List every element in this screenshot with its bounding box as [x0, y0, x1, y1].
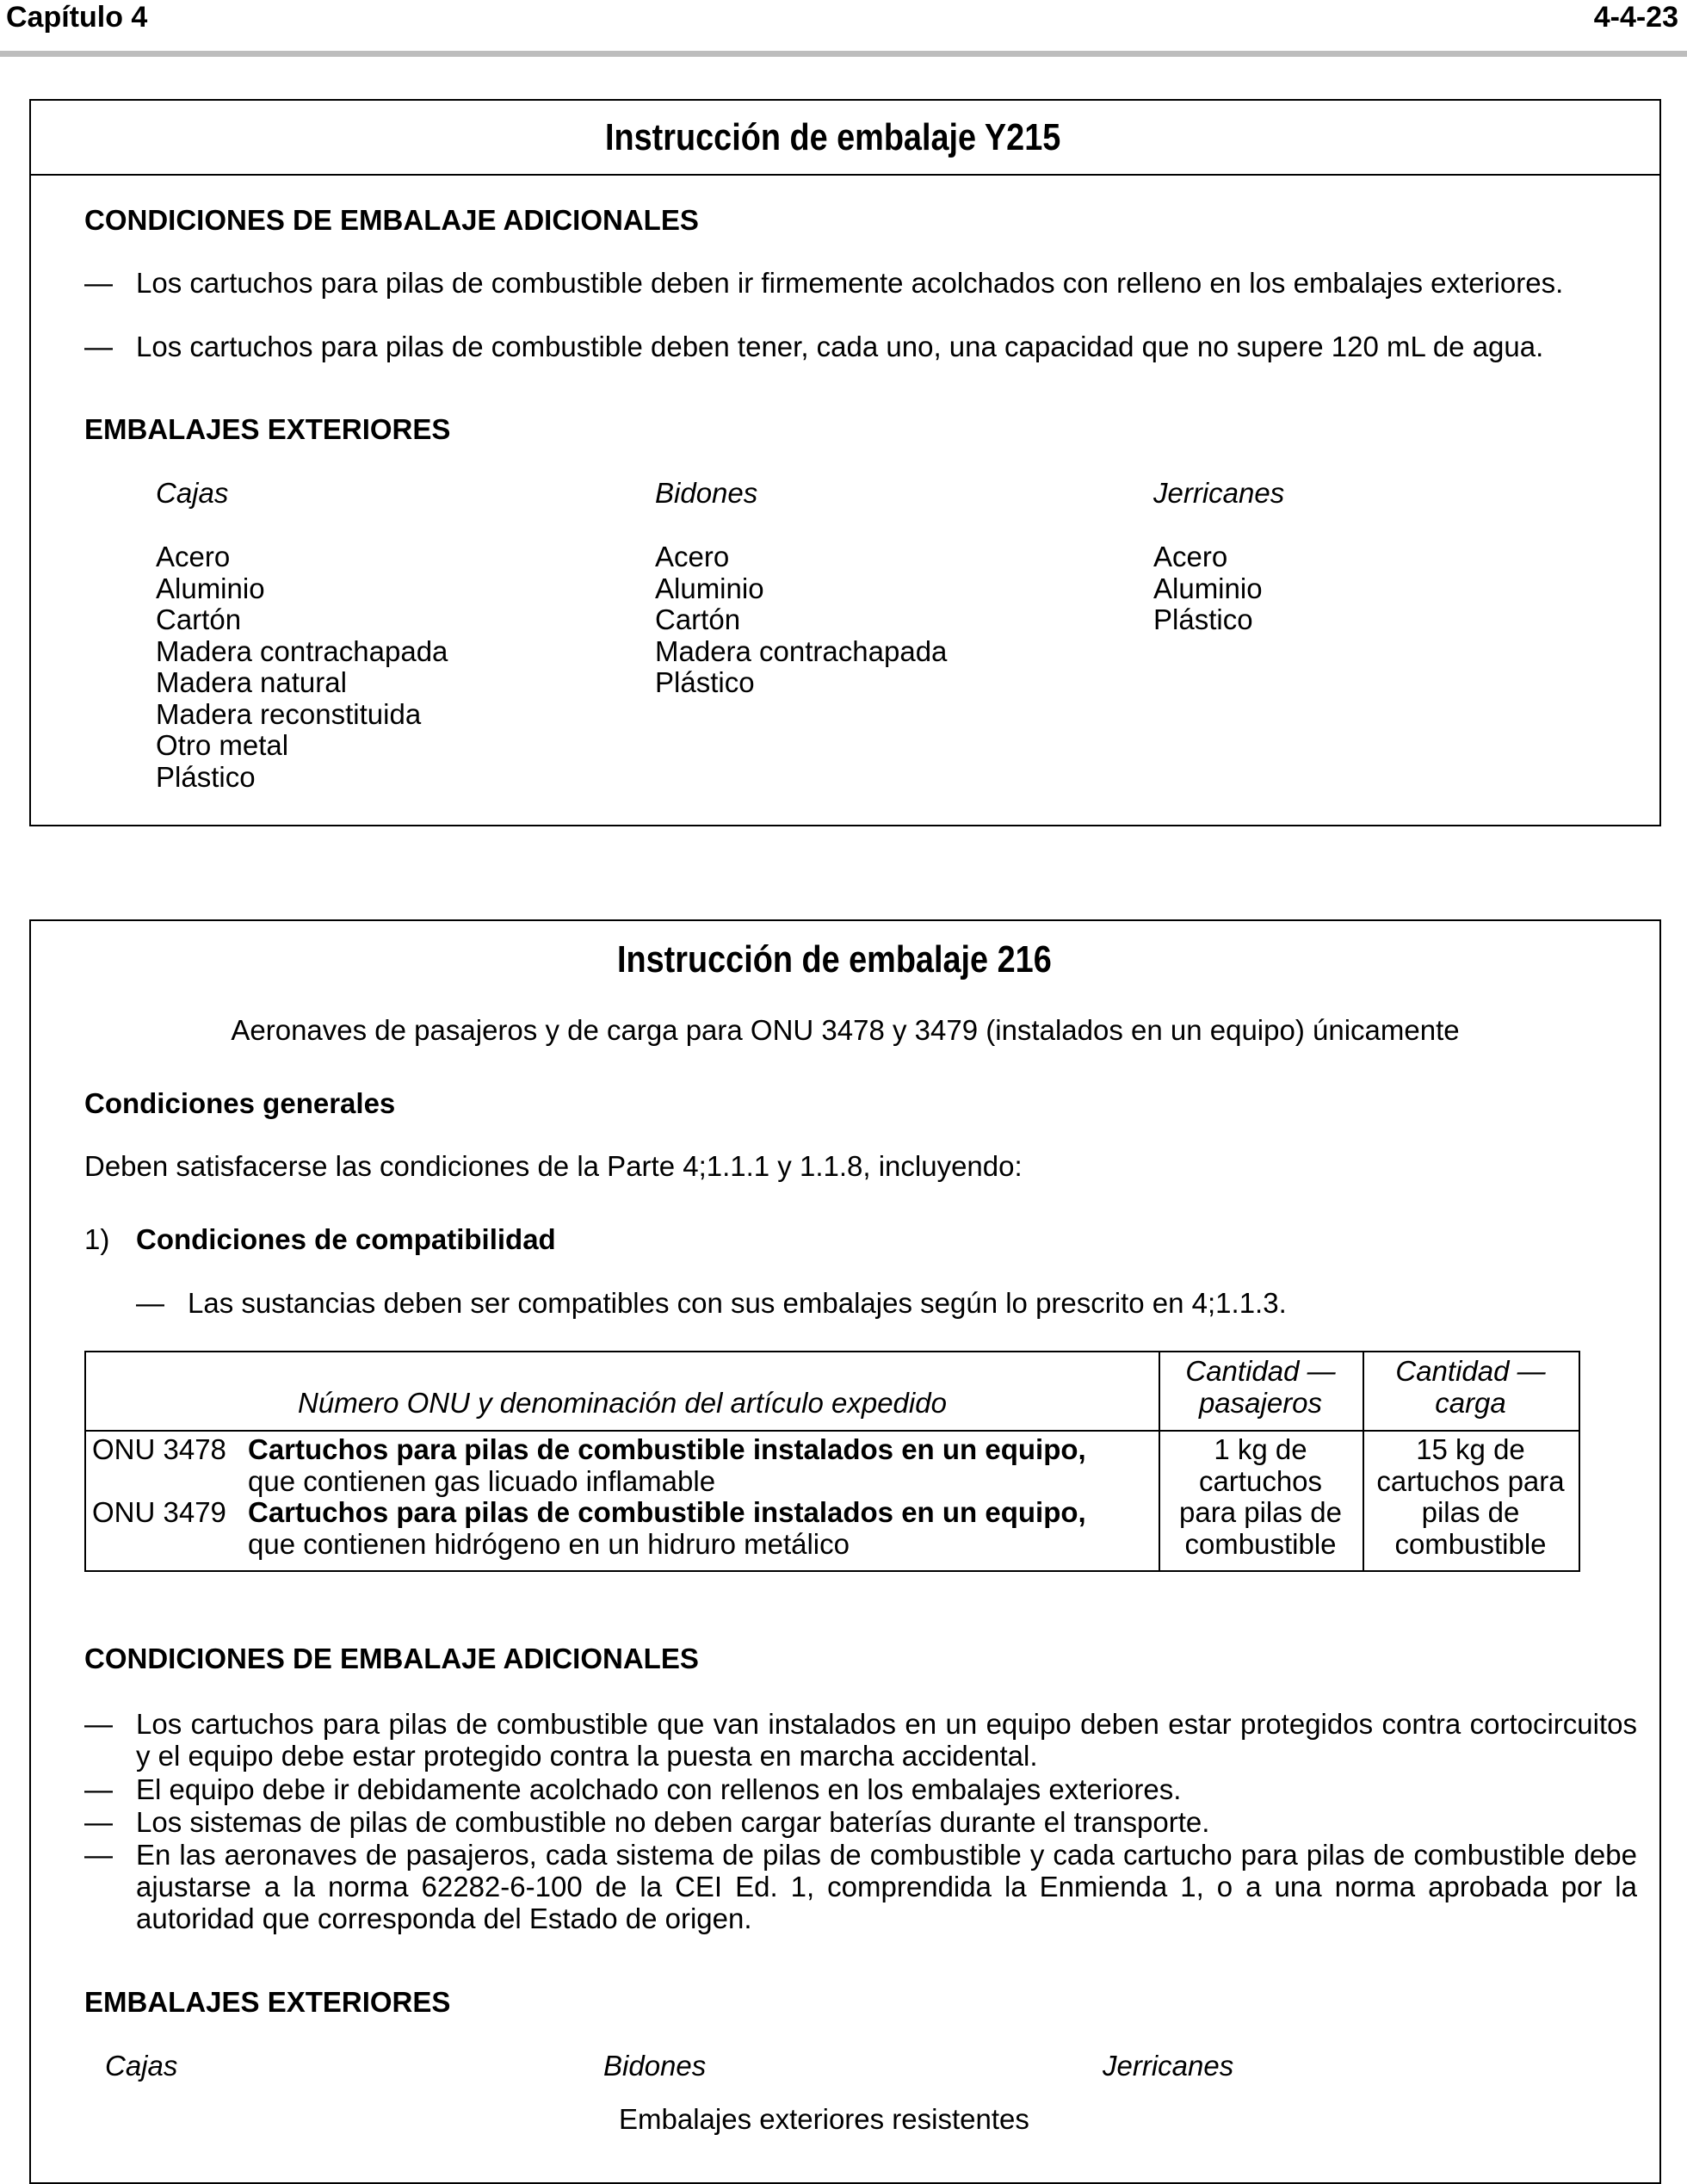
outer-packagings-heading: EMBALAJES EXTERIORES [84, 1986, 451, 2018]
header-divider [86, 1430, 1579, 1432]
cargo-quantity: 15 kg de [1416, 1433, 1525, 1465]
list-item: Cartón [156, 603, 242, 635]
list-item: Aluminio [655, 572, 764, 604]
column-header-passenger: pasajeros [1198, 1387, 1323, 1419]
article-description: que contienen hidrógeno en un hidruro metálico [248, 1528, 850, 1560]
title-bar [31, 101, 1659, 176]
column-header-drums: Bidones [603, 2050, 707, 2082]
column-header-jerricans: Jerricanes [1153, 477, 1285, 509]
list-item: Aluminio [156, 572, 265, 604]
section-title: Instrucción de embalaje Y215 [605, 116, 1061, 158]
column-header-boxes: Cajas [105, 2050, 178, 2082]
list-item: Plástico [156, 761, 256, 793]
column-header-drums: Bidones [655, 477, 758, 509]
section-title: Instrucción de embalaje 216 [617, 938, 1052, 981]
condition-bullet: Los cartuchos para pilas de combustible deben ir firmemente acolchados con relleno en los embalajes exteriores. [136, 267, 1564, 299]
passenger-quantity: 1 kg de [1214, 1433, 1307, 1465]
list-item: Acero [156, 541, 231, 572]
page-number: 4-4-23 [1593, 1, 1678, 34]
un-number: ONU 3479 [92, 1496, 226, 1528]
additional-conditions-heading: CONDICIONES DE EMBALAJE ADICIONALES [84, 204, 699, 236]
bullet-dash: — [84, 1806, 113, 1838]
column-header-jerricans: Jerricanes [1103, 2050, 1234, 2082]
article-name: Cartuchos para pilas de combustible instalados en un equipo, [248, 1496, 1086, 1528]
cargo-quantity: cartuchos para [1376, 1465, 1565, 1497]
list-item: Aluminio [1153, 572, 1263, 604]
column-header-boxes: Cajas [156, 477, 229, 509]
bullet-dash: — [84, 267, 113, 299]
list-item: Cartón [655, 603, 741, 635]
list-item: Plástico [655, 666, 755, 698]
list-item: Madera contrachapada [655, 635, 948, 667]
list-item: Madera reconstituida [156, 698, 422, 730]
item-number: 1) [84, 1223, 110, 1255]
bullet-dash: — [136, 1287, 164, 1319]
list-item: Acero [1153, 541, 1228, 572]
condition-bullet: El equipo debe ir debidamente acolchado con rellenos en los embalajes exteriores. [136, 1773, 1182, 1805]
outer-packagings-heading: EMBALAJES EXTERIORES [84, 413, 451, 445]
passenger-quantity: para pilas de [1179, 1496, 1342, 1528]
general-conditions-text: Deben satisfacerse las condiciones de la Parte 4;1.1.1 y 1.1.8, incluyendo: [84, 1150, 1023, 1182]
outer-packaging-note: Embalajes exteriores resistentes [619, 2103, 1029, 2135]
bullet-dash: — [84, 331, 113, 362]
list-item: Madera natural [156, 666, 347, 698]
quantity-table [84, 1351, 1580, 1572]
compatibility-heading: Condiciones de compatibilidad [136, 1223, 556, 1255]
passenger-quantity: combustible [1184, 1528, 1337, 1560]
bullet-dash: — [84, 1708, 113, 1740]
compatibility-bullet: Las sustancias deben ser compatibles con sus embalajes según lo prescrito en 4;1.1.3. [188, 1287, 1287, 1319]
column-header-passenger: Cantidad — [1185, 1355, 1336, 1387]
un-number: ONU 3478 [92, 1433, 226, 1465]
passenger-quantity: cartuchos [1198, 1465, 1323, 1497]
condition-bullet: Los cartuchos para pilas de combustible deben tener, cada uno, una capacidad que no supere 120 mL de agua. [136, 331, 1544, 362]
list-item: Madera contrachapada [156, 635, 448, 667]
packing-instruction-216 [29, 919, 1661, 2184]
column-header-article: Número ONU y denominación del artículo expedido [298, 1387, 947, 1419]
additional-conditions-heading: CONDICIONES DE EMBALAJE ADICIONALES [84, 1643, 699, 1674]
condition-bullet: En las aeronaves de pasajeros, cada sistema de pilas de combustible y cada cartucho para pilas de combustible debe ajustarse a la norma 62282-6-100 de la CEI Ed. 1, comprendida la Enmienda 1, o a una norma aprobada por la autoridad que corresponda del Estado de origen. [136, 1839, 1637, 1934]
column-header-cargo: carga [1435, 1387, 1506, 1419]
section-subtitle: Aeronaves de pasajeros y de carga para ONU 3478 y 3479 (instalados en un equipo) únicamente [231, 1014, 1460, 1046]
list-item: Acero [655, 541, 730, 572]
general-conditions-heading: Condiciones generales [84, 1087, 396, 1119]
list-item: Otro metal [156, 729, 289, 761]
chapter-label: Capítulo 4 [6, 1, 148, 34]
bullet-dash: — [84, 1773, 113, 1805]
article-name: Cartuchos para pilas de combustible instalados en un equipo, [248, 1433, 1086, 1465]
condition-bullet: Los cartuchos para pilas de combustible que van instalados en un equipo deben estar protegidos contra cortocircuitos y el equipo debe estar protegido contra la puesta en marcha accidental. [136, 1708, 1637, 1772]
condition-bullet: Los sistemas de pilas de combustible no deben cargar baterías durante el transporte. [136, 1806, 1210, 1838]
cargo-quantity: pilas de [1421, 1496, 1520, 1528]
list-item: Plástico [1153, 603, 1253, 635]
bullet-dash: — [84, 1839, 113, 1871]
column-header-cargo: Cantidad — [1395, 1355, 1546, 1387]
packing-instruction-y215 [29, 99, 1661, 826]
article-description: que contienen gas licuado inflamable [248, 1465, 716, 1497]
page-header [0, 0, 1687, 57]
cargo-quantity: combustible [1394, 1528, 1547, 1560]
